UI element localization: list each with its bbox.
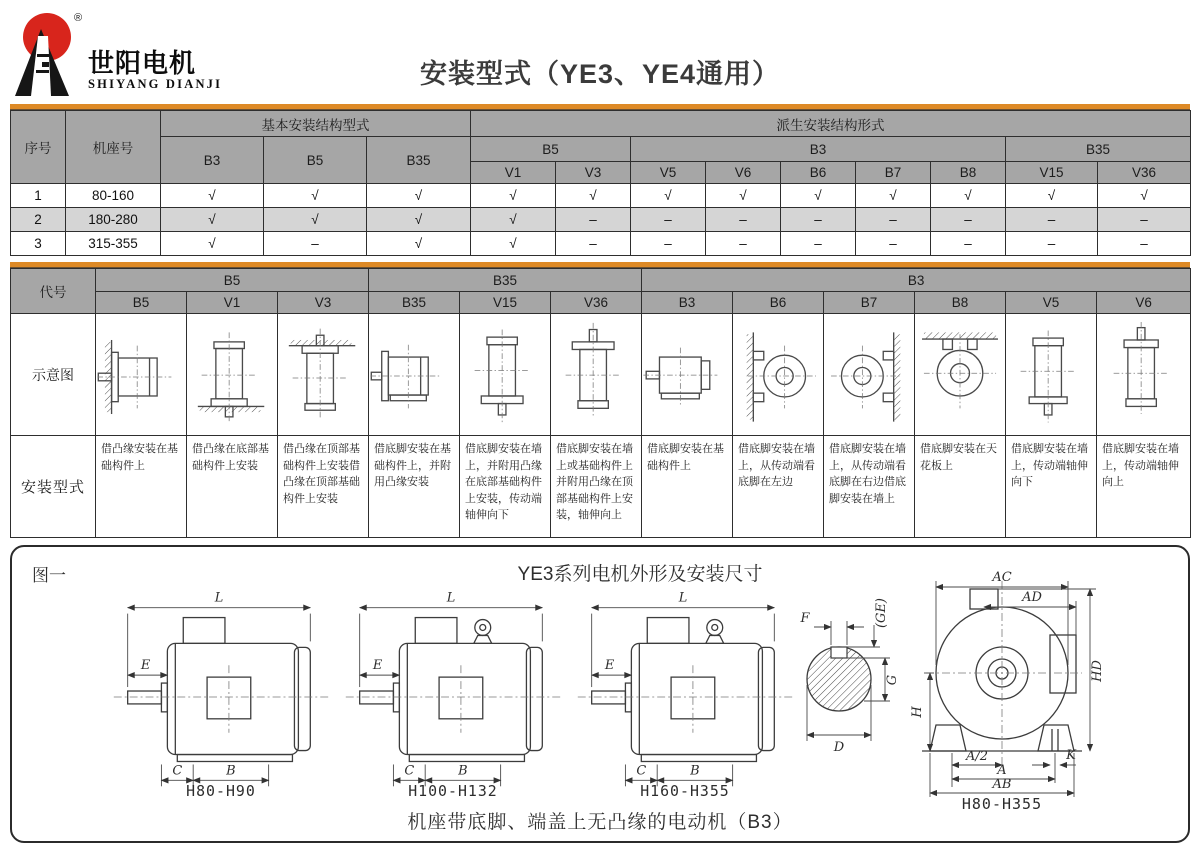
mark-cell: √ [161, 184, 264, 208]
mark-cell: – [931, 232, 1006, 256]
mark-cell: – [781, 208, 856, 232]
drawing-name: H100-H132 [408, 782, 498, 799]
col-header-b8: B8 [931, 162, 1006, 184]
mounting-types-table [10, 268, 1191, 538]
mark-cell: √ [471, 184, 556, 208]
derived-group-b3: B3 [631, 137, 1006, 162]
col-header-v15: V15 [1006, 162, 1098, 184]
mark-cell: √ [631, 184, 706, 208]
dim-A2: A/2 [965, 749, 989, 764]
desc-v15: 借底脚安装在墙上，并附用凸缘在底部基础构件上安装，传动端轴伸向下 [460, 436, 551, 538]
dim-F: F [800, 611, 810, 626]
frame-cell: 315-355 [66, 232, 161, 256]
dim-C: C [404, 763, 415, 779]
dim-K: K [1066, 748, 1076, 763]
mark-cell: √ [1098, 184, 1191, 208]
figure-label: 图一 [32, 566, 66, 585]
dim-E: E [604, 658, 615, 674]
schematic-b7 [824, 314, 915, 436]
drawing-h80-h355 [784, 561, 1114, 811]
mark-cell: – [556, 208, 631, 232]
mark-cell: √ [556, 184, 631, 208]
mark-cell: √ [264, 184, 367, 208]
schematic-b5 [96, 314, 187, 436]
code-v1: V1 [187, 292, 278, 314]
col-header-seq: 序号 [11, 111, 66, 184]
desc-b3: 借底脚安装在基础构件上 [642, 436, 733, 538]
col-header-v3: V3 [556, 162, 631, 184]
mark-cell: – [1006, 208, 1098, 232]
mark-cell: √ [367, 232, 471, 256]
col-header-b35: B35 [367, 137, 471, 184]
col-header-b7: B7 [856, 162, 931, 184]
code-b35: B35 [369, 292, 460, 314]
mark-cell: – [781, 232, 856, 256]
schematic-b35 [369, 314, 460, 436]
derived-group-b35: B35 [1006, 137, 1191, 162]
desc-b5: 借凸缘安装在基础构件上 [96, 436, 187, 538]
mark-cell: √ [471, 208, 556, 232]
desc-v3: 借凸缘在顶部基础构件上安装借凸缘在顶部基础构件上安装 [278, 436, 369, 538]
drawing-h160-h355 [548, 587, 816, 799]
col-header-v36: V36 [1098, 162, 1191, 184]
col-header-frame: 机座号 [66, 111, 161, 184]
mark-cell: √ [367, 208, 471, 232]
dim-B: B [226, 763, 236, 779]
mark-cell: – [556, 232, 631, 256]
schematic-v1 [187, 314, 278, 436]
dim-AC: AC [992, 570, 1012, 585]
mark-cell: – [1098, 232, 1191, 256]
mark-cell: – [631, 208, 706, 232]
schematic-b8 [915, 314, 1006, 436]
frame-cell: 80-160 [66, 184, 161, 208]
mark-cell: √ [264, 208, 367, 232]
code-header: 代号 [11, 269, 96, 314]
mounting-availability-table [10, 110, 1191, 256]
group-b3: B3 [642, 269, 1191, 292]
schematic-v5 [1006, 314, 1097, 436]
schematic-v6 [1097, 314, 1191, 436]
mark-cell: √ [706, 184, 781, 208]
col-header-b3: B3 [161, 137, 264, 184]
schematic-v36 [551, 314, 642, 436]
dim-L: L [214, 590, 224, 606]
mark-cell: √ [161, 208, 264, 232]
dim-G: G [885, 674, 900, 686]
figure-caption: 机座带底脚、端盖上无凸缘的电动机（B3） [407, 812, 793, 833]
mark-cell: – [706, 208, 781, 232]
dim-C: C [172, 763, 183, 779]
code-v3: V3 [278, 292, 369, 314]
dim-D: D [833, 740, 845, 755]
table-row [11, 184, 1191, 208]
page-title: 安装型式（YE3、YE4通用） [419, 59, 781, 89]
desc-b6: 借底脚安装在墙上，从传动端看底脚在左边 [733, 436, 824, 538]
group-b5: B5 [96, 269, 369, 292]
mark-cell: – [264, 232, 367, 256]
dim-HD: HD [1090, 660, 1105, 682]
figure-box [10, 545, 1190, 843]
mark-cell: – [1098, 208, 1191, 232]
dim-B: B [458, 763, 468, 779]
code-b8: B8 [915, 292, 1006, 314]
registered-mark: ® [74, 12, 83, 24]
dim-C: C [636, 763, 647, 779]
drawing-name: H80-H90 [186, 782, 256, 799]
code-b7: B7 [824, 292, 915, 314]
code-b5: B5 [96, 292, 187, 314]
dim-AD: AD [1022, 590, 1042, 605]
type-row-header: 安装型式 [11, 436, 96, 538]
seq-cell: 3 [11, 232, 66, 256]
dim-A: A [997, 763, 1007, 778]
col-header-b6: B6 [781, 162, 856, 184]
dim-E: E [372, 658, 383, 674]
diagram-row-header: 示意图 [11, 314, 96, 436]
drawing-h80-h90 [84, 587, 352, 799]
col-header-v6: V6 [706, 162, 781, 184]
mark-cell: – [856, 232, 931, 256]
desc-v6: 借底脚安装在墙上，传动端轴伸向上 [1097, 436, 1191, 538]
desc-b7: 借底脚安装在墙上，从传动端看底脚在右边借底脚安装在墙上 [824, 436, 915, 538]
mark-cell: √ [931, 184, 1006, 208]
dim-GE: (GE) [874, 597, 889, 629]
figure-title: YE3系列电机外形及安装尺寸 [517, 564, 763, 585]
schematic-b3 [642, 314, 733, 436]
mark-cell: – [1006, 232, 1098, 256]
code-v6: V6 [1097, 292, 1191, 314]
code-v36: V36 [551, 292, 642, 314]
col-header-v1: V1 [471, 162, 556, 184]
col-header-v5: V5 [631, 162, 706, 184]
table-row [11, 232, 1191, 256]
code-b6: B6 [733, 292, 824, 314]
group-b35: B35 [369, 269, 642, 292]
mark-cell: √ [781, 184, 856, 208]
schematic-b6 [733, 314, 824, 436]
derived-group-b5: B5 [471, 137, 631, 162]
mounting-availability-section [10, 104, 1190, 256]
col-header-b5: B5 [264, 137, 367, 184]
seq-cell: 1 [11, 184, 66, 208]
mark-cell: – [856, 208, 931, 232]
desc-v1: 借凸缘在底部基础构件上安装 [187, 436, 278, 538]
code-b3: B3 [642, 292, 733, 314]
drawing-name: H160-H355 [640, 782, 730, 799]
dim-E: E [140, 658, 151, 674]
mark-cell: – [931, 208, 1006, 232]
logo-name-cn: 世阳电机 [88, 48, 197, 78]
mark-cell: √ [471, 232, 556, 256]
logo-name-en: SHIYANG DIANJI [88, 77, 223, 91]
dim-L: L [446, 590, 456, 606]
desc-b8: 借底脚安装在天花板上 [915, 436, 1006, 538]
mark-cell: √ [367, 184, 471, 208]
desc-b35: 借底脚安装在基础构件上，并附用凸缘安装 [369, 436, 460, 538]
mark-cell: – [631, 232, 706, 256]
mark-cell: √ [161, 232, 264, 256]
dim-H: H [910, 706, 925, 718]
mark-cell: – [706, 232, 781, 256]
mounting-types-section [10, 262, 1190, 538]
dim-B: B [690, 763, 700, 779]
mark-cell: √ [1006, 184, 1098, 208]
table-row [11, 208, 1191, 232]
mark-cell: √ [856, 184, 931, 208]
seq-cell: 2 [11, 208, 66, 232]
group-header-basic: 基本安装结构型式 [161, 111, 471, 137]
frame-cell: 180-280 [66, 208, 161, 232]
dim-AB: AB [992, 777, 1012, 792]
code-v5: V5 [1006, 292, 1097, 314]
desc-v5: 借底脚安装在墙上，传动端轴伸向下 [1006, 436, 1097, 538]
dim-L: L [678, 590, 688, 606]
desc-v36: 借底脚安装在墙上或基础构件上并附用凸缘在顶部基础构件上安装，轴伸向上 [551, 436, 642, 538]
schematic-v15 [460, 314, 551, 436]
drawing-h100-h132 [316, 587, 584, 799]
schematic-v3 [278, 314, 369, 436]
code-v15: V15 [460, 292, 551, 314]
group-header-derived: 派生安装结构形式 [471, 111, 1191, 137]
drawing-name: H80-H355 [961, 795, 1043, 811]
